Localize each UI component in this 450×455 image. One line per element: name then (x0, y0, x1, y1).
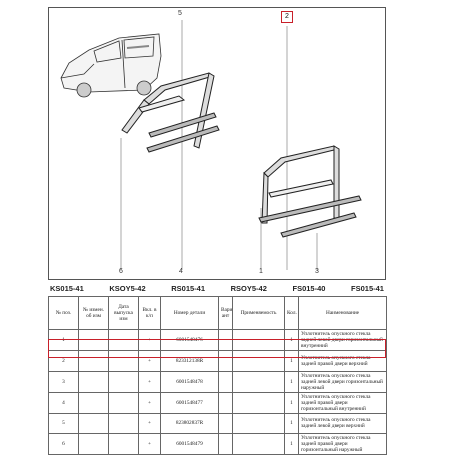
col-header-qty: Кол. (285, 297, 299, 330)
cell-variant (219, 392, 233, 413)
cell-pos: 5 (49, 413, 79, 434)
cell-qty: 1 (285, 434, 299, 455)
cell-included: + (139, 371, 161, 392)
callout-3: 3 (315, 268, 319, 275)
cell-name: Уплотнитель опускного стекла задней левой двери горизонтальный наружный (299, 371, 387, 392)
cell-variant (219, 434, 233, 455)
cell-change-date (109, 351, 139, 372)
cell-change-no (79, 371, 109, 392)
cell-part-number: 6001548477 (161, 392, 219, 413)
cell-part-number: 6001548478 (161, 371, 219, 392)
cell-part-number: 823312138R (161, 351, 219, 372)
cell-change-no (79, 434, 109, 455)
cell-change-date (109, 392, 139, 413)
callout-5: 5 (178, 10, 182, 17)
cell-change-date (109, 434, 139, 455)
series-code-bar (48, 284, 386, 294)
series-code: KS015-41 (50, 284, 84, 293)
col-header-pos: № поз. (49, 297, 79, 330)
series-code: RS015-41 (171, 284, 206, 293)
series-code: FS015-40 (292, 284, 326, 293)
callout-2-highlighted (281, 11, 293, 23)
callout-2-label: 2 (285, 13, 289, 20)
col-header-included: Вкл. в к/п (139, 297, 161, 330)
cell-change-no (79, 413, 109, 434)
cell-part-number: 6001548479 (161, 434, 219, 455)
cell-qty: 1 (285, 351, 299, 372)
col-header-name: Наименование (299, 297, 387, 330)
cell-applicability (233, 351, 285, 372)
cell-included: + (139, 413, 161, 434)
table-row-highlighted[interactable] (49, 351, 387, 372)
cell-variant (219, 371, 233, 392)
diagram-frame (48, 7, 386, 280)
cell-qty: 1 (285, 392, 299, 413)
col-header-part-number: Номер детали (161, 297, 219, 330)
cell-name: Уплотнитель опускного стекла задней левой двери верхний (299, 413, 387, 434)
cell-qty: 1 (285, 371, 299, 392)
cell-included: + (139, 434, 161, 455)
table-row[interactable] (49, 330, 387, 351)
callout-4: 4 (179, 268, 183, 275)
cell-change-date (109, 371, 139, 392)
cell-change-date (109, 330, 139, 351)
cell-included: + (139, 351, 161, 372)
seal-diagram (49, 8, 385, 279)
cell-change-date (109, 413, 139, 434)
col-header-variant: Вари ант (219, 297, 233, 330)
cell-variant (219, 413, 233, 434)
cell-variant (219, 330, 233, 351)
cell-name: Уплотнитель опускного стекла задней правой двери горизонтальный наружный (299, 434, 387, 455)
cell-change-no (79, 392, 109, 413)
cell-change-no (79, 330, 109, 351)
series-code: FS015-41 (351, 284, 384, 293)
callout-6: 6 (119, 268, 123, 275)
cell-pos: 1 (49, 330, 79, 351)
cell-part-number: 823802837R (161, 413, 219, 434)
cell-pos: 4 (49, 392, 79, 413)
cell-name: Уплотнитель опускного стекла задней правой двери верхний (299, 351, 387, 372)
cell-qty: 1 (285, 330, 299, 351)
cell-applicability (233, 434, 285, 455)
table-row[interactable] (49, 413, 387, 434)
series-code: KSOY5-42 (109, 284, 146, 293)
cell-variant (219, 351, 233, 372)
cell-name: Уплотнитель опускного стекла задней левой двери горизонтальный внутренний (299, 330, 387, 351)
cell-change-no (79, 351, 109, 372)
table-row[interactable] (49, 371, 387, 392)
cell-part-number: 6001548476 (161, 330, 219, 351)
cell-included: + (139, 330, 161, 351)
series-code: RSOY5-42 (230, 284, 267, 293)
cell-applicability (233, 330, 285, 351)
cell-applicability (233, 392, 285, 413)
col-header-change-date: Дата выпуска изм (109, 297, 139, 330)
cell-pos: 6 (49, 434, 79, 455)
cell-applicability (233, 413, 285, 434)
cell-name: Уплотнитель опускного стекла задней правой двери горизонтальный внутренний (299, 392, 387, 413)
cell-included: + (139, 392, 161, 413)
cell-pos: 2 (49, 351, 79, 372)
parts-table (48, 296, 387, 455)
col-header-applicability: Применяемость (233, 297, 285, 330)
table-header-row (49, 297, 387, 330)
right-door-seals (259, 146, 361, 237)
table-row[interactable] (49, 434, 387, 455)
callout-1: 1 (259, 268, 263, 275)
cell-pos: 3 (49, 371, 79, 392)
car-thumbnail (61, 34, 161, 97)
col-header-change-no: № измен. об изм (79, 297, 109, 330)
table-row[interactable] (49, 392, 387, 413)
cell-applicability (233, 371, 285, 392)
cell-qty: 1 (285, 413, 299, 434)
